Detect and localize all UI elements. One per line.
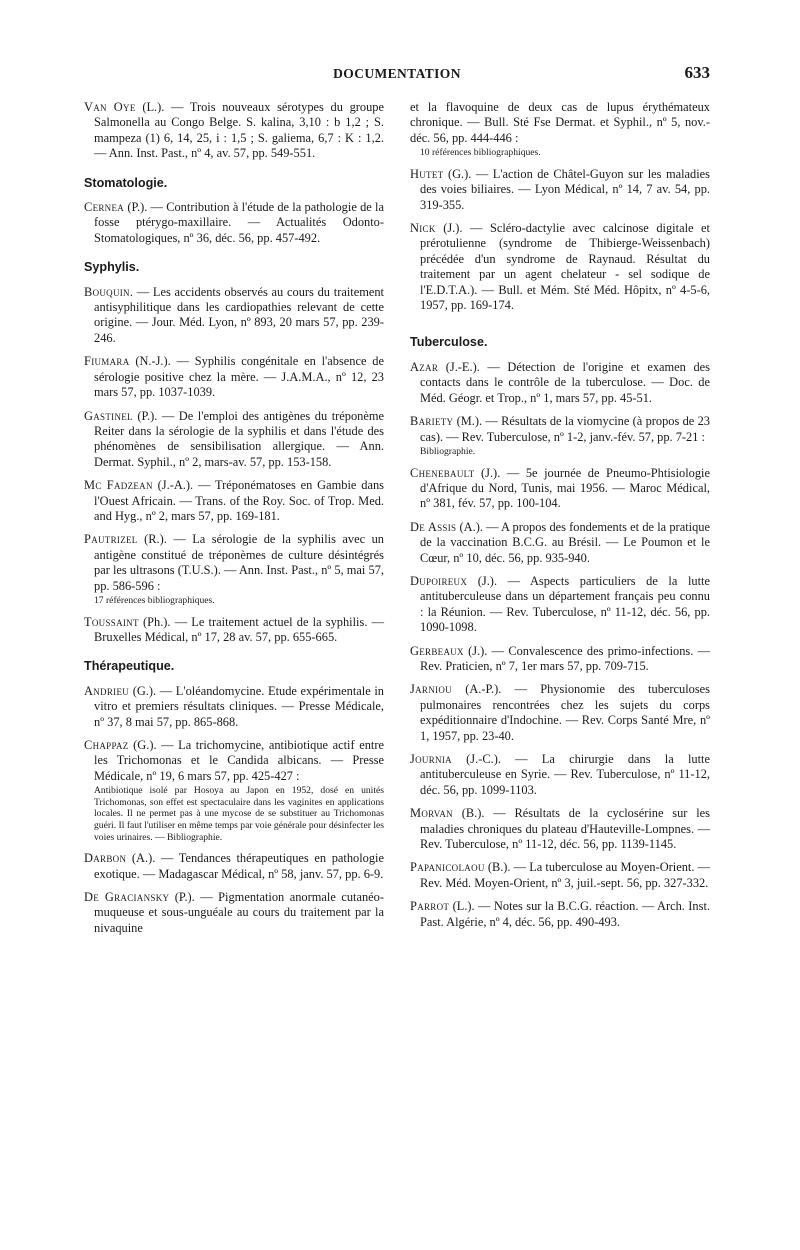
author-initials: (G.). — [133, 738, 157, 752]
bibliography-entry — [410, 414, 710, 457]
entry-text: — Résultats de la cyclosérine sur les maladies chroniques du plateau d'Hauteville-Lompnes. — Rev. Tuberculose, nº 11-12, déc. 56, pp. 1139-1145. — [420, 806, 710, 852]
author-name: Bouquin — [84, 284, 130, 299]
entry-text: — La chirurgie dans la lutte antituberculeuse en Syrie. — Rev. Tuberculose, nº 11-12, déc. 56, pp. 1099-1103. — [420, 752, 710, 797]
bibliography-entry — [84, 738, 384, 843]
bibliography-entry — [410, 360, 710, 406]
bibliography-entry — [410, 899, 710, 930]
bibliography-entry — [410, 682, 710, 744]
entry-text: — Physionomie des tuberculoses pulmonaires rencontrées chez les sujets du corps expéditionnaire d'Indochine. — Rev. Corps Santé Mre, nº 1, 1957, pp. 23-40. — [420, 682, 710, 743]
author-initials: (P.). — [174, 890, 195, 904]
entry-text: — 5e journée de Pneumo-Phtisiologie d'Afrique du Nord, Tunis, mai 1956. — Maroc Médical, nº 381, fév. 57, pp. 100-104. — [420, 465, 710, 511]
author-initials: (P.). — [137, 408, 158, 423]
author-name: Chenebault — [410, 465, 475, 480]
entry-text: — Syphilis congénitale en l'absence de sérologie positive chez la mère. — J.A.M.A., nº 12, 23 mars 57, pp. 1037-1039. — [94, 354, 384, 400]
section-heading-tuberculose: Tuberculose. — [410, 335, 488, 350]
author-initials: (J.). — [443, 221, 463, 236]
entry-text: — L'action de Châtel-Guyon sur les maladies des voies biliaires. — Lyon Médical, nº 14, 7 av. 54, pp. 319-355. — [420, 166, 710, 212]
entry-text: — Les accidents observés au cours du traitement antisyphilitique dans les cardiopathies relevant de cette origine. — Jour. Méd. Lyon, nº 893, 20 mars 57, pp. 239-246. — [94, 284, 384, 345]
author-name: Jarniou — [410, 682, 452, 697]
bibliography-entry — [84, 851, 384, 882]
author-name: Darbon — [84, 851, 127, 866]
entry-text: — La trichomycine, antibiotique actif entre les Trichomonas et le Candida albicans. — Presse Médicale, nº 19, 6 mars 57, pp. 425-427 : — [94, 738, 384, 783]
author-initials: (B.). — [461, 806, 485, 821]
entry-text: — Notes sur la B.C.G. réaction. — Arch. Inst. Past. Algérie, nº 4, déc. 56, pp. 490-493. — [420, 899, 710, 929]
author-name: Toussaint — [84, 614, 139, 629]
author-name: Mc Fadzean — [84, 478, 153, 493]
author-initials: (L.). — [142, 100, 165, 114]
author-name: Andrieu — [84, 683, 130, 698]
author-name: Journia — [410, 752, 452, 766]
author-initials: (B.). — [487, 860, 511, 875]
entry-text: — La tuberculose au Moyen-Orient. — Rev. Méd. Moyen-Orient, nº 3, juil.-sept. 56, pp. 327-332. — [420, 860, 710, 890]
section-heading-syphylis: Syphylis. — [84, 260, 140, 275]
bibliography-entry-continued — [410, 100, 710, 159]
bibliography-entry — [410, 520, 710, 566]
author-initials: (J.-A.). — [157, 478, 194, 493]
entry-note: Bibliographie. — [420, 445, 476, 457]
bibliography-entry — [84, 890, 384, 936]
author-name: Pautrizel — [84, 532, 138, 547]
author-name: Parrot — [410, 899, 450, 914]
author-initials: (G.). — [447, 166, 472, 181]
bibliography-entry — [410, 466, 710, 512]
bibliography-entry — [410, 860, 710, 891]
right-column — [410, 100, 710, 938]
running-head: DOCUMENTATION — [333, 66, 461, 81]
entry-note: 17 références bibliographiques. — [94, 594, 215, 606]
author-initials: (P.). — [127, 200, 148, 215]
author-name: Dupoireux — [410, 573, 468, 588]
entry-text: — Le traitement actuel de la syphilis. — Bruxelles Médical, nº 17, 28 av. 57, pp. 655-665. — [94, 614, 384, 644]
bibliography-entry — [84, 354, 384, 400]
bibliography-entry — [84, 200, 384, 246]
bibliography-entry — [84, 100, 384, 162]
author-initials: (J.-E.). — [445, 359, 480, 374]
author-name: Van Oye — [84, 100, 136, 114]
page-header — [84, 63, 710, 90]
entry-text: — Aspects particuliers de la lutte antituberculeuse dans un département français peu connu : la Réunion. — Rev. Tuberculose, nº 11-12, déc. 56, pp. 1090-1098. — [420, 573, 710, 635]
bibliography-entry — [84, 532, 384, 606]
author-name: Chappaz — [84, 738, 129, 752]
entry-text: — Scléro-dactylie avec calcinose digitale et prérotulienne (syndrome de Thibierge-Weissenbach) précédée d'un syndrome de Raynaud. Résultat du traitement par un agent chelateur - sel sodique de l'E.D.T.A.). — Bull. et Mém. Sté Méd. Hôpitx, nº 4-5-6, 1957, pp. 169-174. — [420, 221, 710, 313]
page-number: 633 — [684, 63, 710, 82]
author-initials: (M.). — [456, 414, 483, 429]
entry-text: — L'oléandomycine. Etude expérimentale in vitro et premiers résultats cliniques. — Presse Médicale, nº 37, 8 mai 57, pp. 865-868. — [94, 683, 384, 729]
bibliography-entry — [84, 409, 384, 471]
entry-text: — De l'emploi des antigènes du tréponème Reiter dans la sérologie de la syphilis et dans l'étude des phénomènes de sensibilisation allergique. — Ann. Dermat. Syphil., nº 2, mars-av. 57, pp. 153-158. — [94, 408, 384, 469]
author-name: Fiumara — [84, 354, 130, 369]
author-initials: (J.). — [477, 573, 498, 588]
entry-note: 10 références bibliographiques. — [420, 147, 541, 159]
author-initials: (Ph.). — [142, 614, 171, 629]
bibliography-entry — [410, 221, 710, 313]
entry-text: — Tréponématoses en Gambie dans l'Ouest Africain. — Trans. of the Roy. Soc. of Trop. Med. and Hyg., nº 2, mars 57, pp. 169-181. — [94, 478, 384, 523]
bibliography-entry — [84, 684, 384, 730]
entry-text: — A propos des fondements et de la pratique de la vaccination B.C.G. au Brésil. — Le Poumon et le Cœur, nº 10, déc. 56, pp. 935-940. — [420, 519, 710, 565]
author-initials: (A.). — [131, 851, 156, 866]
entry-text: — Tendances thérapeutiques en pathologie exotique. — Madagascar Médical, nº 58, janv. 57, pp. 6-9. — [94, 851, 384, 881]
bibliography-entry — [410, 167, 710, 213]
author-name: Cernea — [84, 200, 125, 215]
author-name: Gastinel — [84, 408, 133, 423]
bibliography-entry — [410, 644, 710, 675]
bibliography-entry — [410, 752, 710, 798]
bibliography-entry — [410, 574, 710, 636]
author-initials: (G.). — [132, 683, 157, 698]
entry-text: — Détection de l'origine et examen des contacts dans le contrôle de la tuberculose. — Doc. de Méd. Géogr. et Trop., nº 1, mars 57, pp. 45-51. — [420, 359, 710, 405]
author-initials: (J.). — [468, 643, 488, 658]
bibliography-entry — [84, 285, 384, 347]
author-initials: (R.). — [144, 532, 167, 547]
author-initials: (N.-J.). — [135, 354, 171, 369]
author-name: Morvan — [410, 806, 453, 821]
entry-text: — Trois nouveaux sérotypes du groupe Salmonella au Congo Belge. S. kalina, 3,10 : b 1,2 ; S. mampeza (1) 6, 14, 25, i : 1,5 ; S. galiema, 6,7 : K : 1,2. — Ann. Inst. Past., nº 4, av. 57, pp. 549-551. — [94, 100, 384, 161]
entry-text: — Convalescence des primo-infections. — Rev. Praticien, nº 7, 1er mars 57, pp. 709-715. — [420, 643, 710, 673]
author-initials: (J.). — [481, 465, 501, 480]
entry-text: — Pigmentation anormale cutanéo-muqueuse et sous-unguéale au cours du traitement par la nivaquine — [94, 890, 384, 935]
author-initials: (A.). — [459, 519, 483, 534]
entry-note: Antibiotique isolé par Hosoya au Japon en 1952, dosé en unités Trichomonas, son effet est spectaculaire dans les vaginites en applications locales. Il ne permet pas à une mycose de se substituer au Trichomonas guéri. Il faut l'utiliser en même temps par voie générale pour désinfecter les voies urinaires. — Bibliographie. — [94, 785, 384, 843]
entry-text: — Contribution à l'étude de la pathologie de la fosse ptérygo-maxillaire. — Actualités Odonto-Stomatologiques, nº 36, déc. 56, pp. 457-492. — [94, 200, 384, 245]
author-name: De Graciansky — [84, 890, 170, 904]
left-column — [84, 100, 384, 944]
author-initials: . — [129, 284, 133, 299]
author-name: Gerbeaux — [410, 643, 464, 658]
entry-text: — La sérologie de la syphilis avec un antigène constitué de tréponèmes de culture désintégrés par les ultrasons (T.U.S.). — Ann. Inst. Past., nº 5, mai 57, pp. 586-596 : — [94, 532, 385, 593]
section-heading-therapeutique: Thérapeutique. — [84, 659, 175, 674]
author-name: Nick — [410, 221, 436, 236]
author-initials: (A.-P.). — [465, 682, 502, 697]
author-initials: (L.). — [452, 899, 475, 914]
bibliography-entry — [410, 806, 710, 852]
author-name: Papanicolaou — [410, 860, 485, 875]
author-name: Hutet — [410, 166, 444, 181]
bibliography-entry — [84, 615, 384, 646]
section-heading-stomatologie: Stomatologie. — [84, 175, 168, 190]
author-name: Bariety — [410, 414, 454, 429]
author-name: De Assis — [410, 519, 457, 534]
bibliography-entry — [84, 478, 384, 524]
entry-text: — Résultats de la viomycine (à propos de 23 cas). — Rev. Tuberculose, nº 1-2, janv.-fév. 57, pp. 7-21 : — [420, 414, 710, 444]
entry-text: et la flavoquine de deux cas de lupus érythémateux chronique. — Bull. Sté Fse Dermat. et Syphil., nº 5, nov.-déc. 56, pp. 444-446 : — [410, 100, 710, 145]
author-initials: (J.-C.). — [466, 752, 501, 766]
author-name: Azar — [410, 359, 439, 374]
